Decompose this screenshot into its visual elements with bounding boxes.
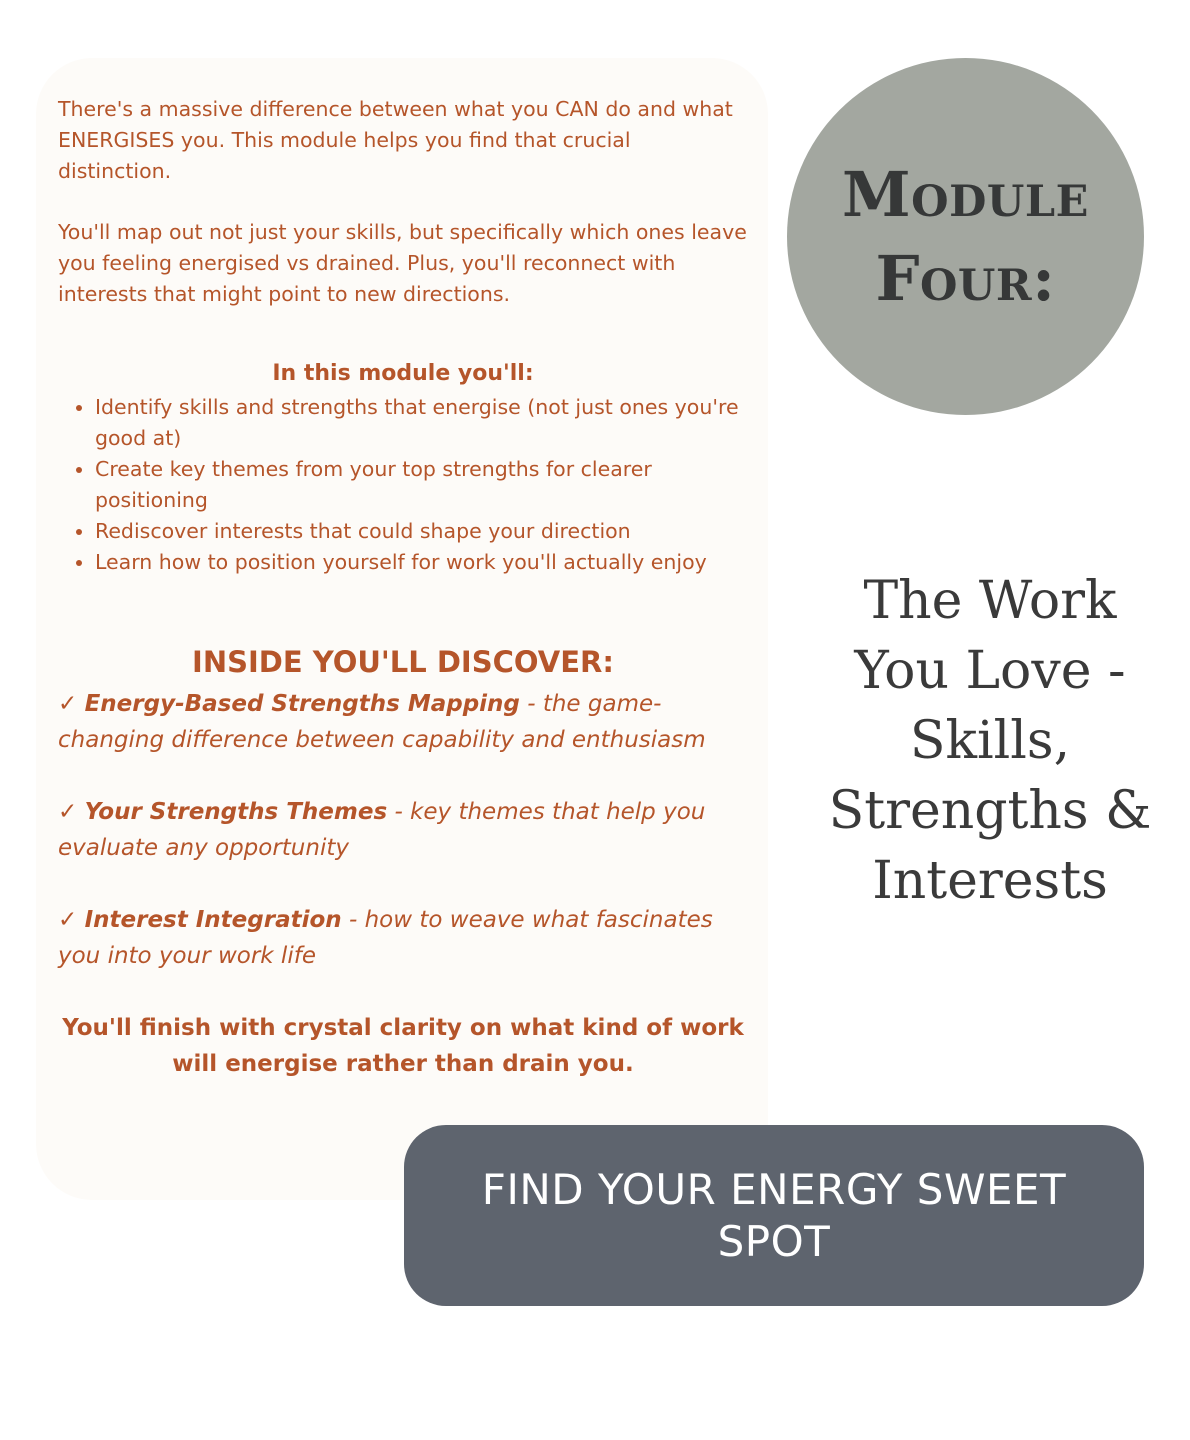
feature-item bbox=[58, 902, 748, 974]
feature-description: - key themes that help you evaluate any opportunity bbox=[58, 799, 706, 861]
outcome-item: • Learn how to position yourself for work you'll actually enjoy bbox=[95, 547, 748, 578]
module-description-card bbox=[36, 58, 768, 1200]
module-description-content bbox=[58, 94, 748, 1082]
outcomes-list bbox=[58, 392, 748, 578]
discover-heading: INSIDE YOU'LL DISCOVER: bbox=[192, 645, 614, 679]
closing-statement: You'll finish with crystal clarity on what kind of work will energise rather than drain you. bbox=[62, 1015, 744, 1077]
module-label: Module bbox=[842, 157, 1089, 231]
feature-name: Interest Integration bbox=[84, 907, 342, 933]
check-icon: ✓ bbox=[58, 907, 78, 933]
outcome-item: • Create key themes from your top strengths for clearer positioning bbox=[95, 454, 748, 516]
intro-paragraph: There's a massive difference between what you CAN do and what ENERGISES you. This module helps you find that crucial distinction. bbox=[58, 97, 733, 183]
intro-paragraph: You'll map out not just your skills, but specifically which ones leave you feeling energised vs drained. Plus, you'll reconnect with interests that might point to new directions. bbox=[58, 220, 747, 306]
check-icon: ✓ bbox=[58, 691, 78, 717]
outcome-item: • Identify skills and strengths that energise (not just ones you're good at) bbox=[95, 392, 748, 454]
feature-description: - how to weave what fascinates you into your work life bbox=[58, 907, 713, 969]
feature-name: Your Strengths Themes bbox=[84, 799, 388, 825]
outcomes-heading: In this module you'll: bbox=[272, 361, 534, 386]
intro-section bbox=[58, 94, 748, 310]
feature-item bbox=[58, 794, 748, 866]
find-energy-sweet-spot-button[interactable]: FIND YOUR ENERGY SWEET SPOT bbox=[404, 1125, 1144, 1306]
module-number-badge bbox=[787, 58, 1144, 415]
module-number: Four: bbox=[875, 241, 1056, 315]
module-title: The Work You Love - Skills, Strengths & Interests bbox=[828, 571, 1152, 911]
feature-name: Energy-Based Strengths Mapping bbox=[84, 691, 520, 717]
feature-item bbox=[58, 686, 748, 758]
check-icon: ✓ bbox=[58, 799, 78, 825]
feature-description: - the game-changing difference between capability and enthusiasm bbox=[58, 691, 706, 753]
outcome-item: • Rediscover interests that could shape your direction bbox=[95, 516, 748, 547]
